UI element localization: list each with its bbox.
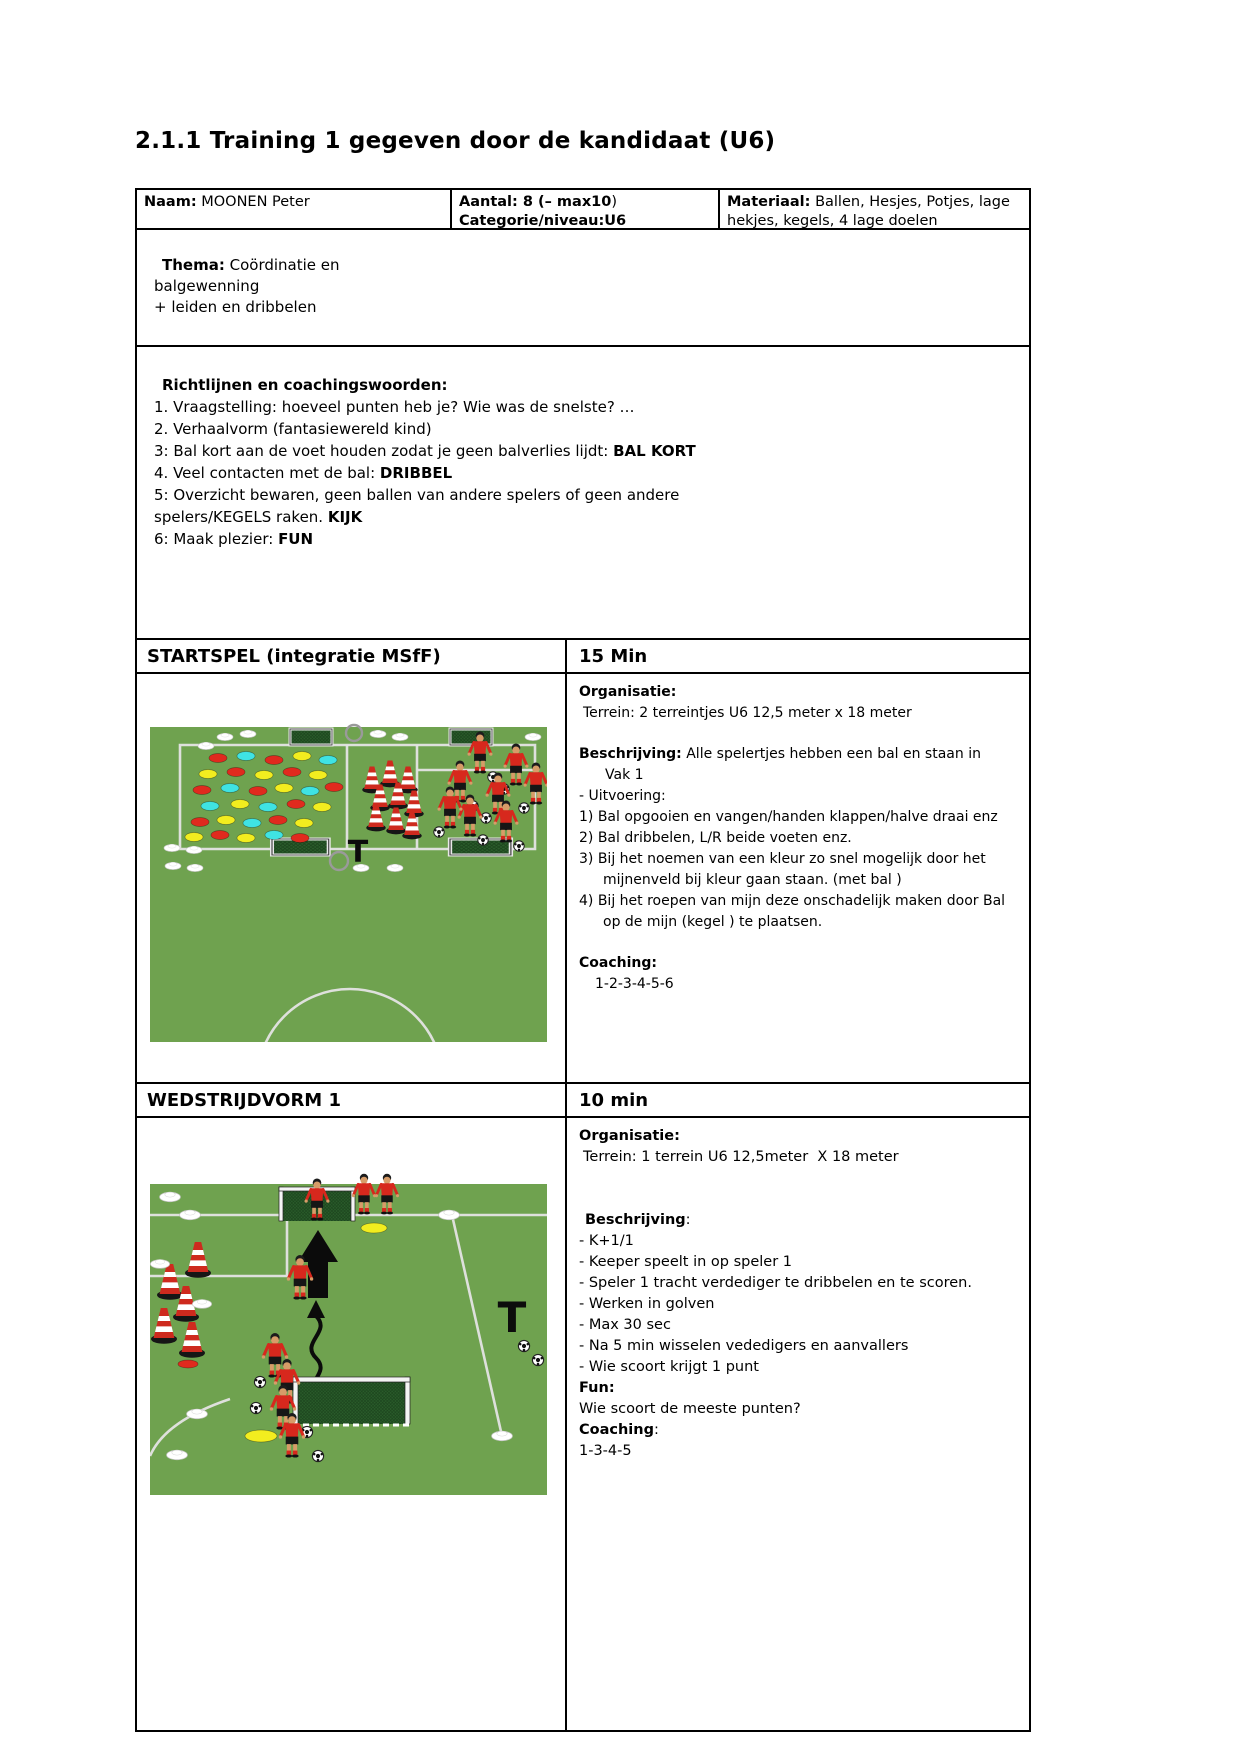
flat-marker-icon	[167, 1450, 188, 1459]
label-beschrijving: Beschrijving	[585, 1212, 686, 1228]
trainer-marker: T	[347, 835, 369, 870]
wedstrijdvorm-row	[137, 1118, 1029, 1730]
pitch-grass	[150, 1184, 547, 1495]
ball-icon	[519, 803, 529, 813]
flat-marker-icon	[150, 1260, 169, 1269]
thema-line3: + leiden en dribbelen	[154, 298, 317, 316]
label-thema: Thema:	[162, 256, 225, 274]
goal-icon	[290, 729, 332, 745]
richtlijn-5: 5: Overzicht bewaren, geen ballen van andere spelers of geen andere spelers/KEGELS raken. KIJK	[154, 486, 680, 526]
thema-text: Coördinatie en	[229, 256, 340, 274]
ball-icon	[312, 1450, 323, 1461]
coaching-value: 1-3-4-5	[579, 1443, 632, 1459]
document-title: 2.1.1 Training 1 gegeven door de kandidaat (U6)	[135, 128, 776, 154]
flat-marker-icon	[198, 742, 214, 749]
label-fun: Fun:	[579, 1380, 615, 1396]
richtlijnen-row	[137, 347, 1029, 640]
wedstrijdvorm-title: WEDSTRIJDVORM 1	[137, 1084, 567, 1116]
cell-aantal	[452, 190, 720, 228]
wv-item-7: - Wie scoort krijgt 1 punt	[579, 1359, 759, 1375]
flat-marker-icon	[192, 1300, 211, 1309]
flat-marker-icon	[186, 846, 202, 853]
step-3: 3) Bij het noemen van een kleur zo snel mogelijk door het mijnenveld bij kleur gaan staan. (met bal )	[579, 851, 986, 888]
label-aantal: Aantal: 8 (– max10	[459, 194, 612, 210]
wedstrijdvorm-text-cell: Organisatie: Terrein: 1 terrein U6 12,5meter X 18 meter Beschrijving: - K+1/1 - Keeper speelt in op speler 1 - Speler 1 tracht verdediger te dribbelen en te scoren. - Werken in golven - Max 30 sec - Na 5 min wisselen vededigers en aanvallers - Wie scoort krijgt 1 punt Fun: Wie scoort de meeste punten? Coaching: 1-3-4-5	[567, 1118, 1029, 1730]
wv-item-6: - Na 5 min wisselen vededigers en aanvallers	[579, 1338, 909, 1354]
wv-item-5: - Max 30 sec	[579, 1317, 671, 1333]
flat-marker-icon	[525, 733, 541, 740]
startspel-diagram-cell	[137, 674, 567, 1082]
cell-materiaal	[720, 190, 1029, 228]
cell-thema	[137, 230, 1029, 345]
info-row	[137, 190, 1029, 230]
label-coaching: Coaching:	[579, 955, 657, 971]
startspel-row	[137, 674, 1029, 1084]
training-table	[135, 188, 1031, 1732]
wv-item-1: - K+1/1	[579, 1233, 634, 1249]
ball-icon	[478, 835, 488, 845]
startspel-text-cell	[567, 674, 1029, 1082]
ball-icon	[532, 1354, 543, 1365]
label-categorie: Categorie/niveau:U6	[459, 212, 627, 229]
flat-marker-icon	[160, 1192, 181, 1201]
trainer-marker: T	[497, 1293, 527, 1342]
ball-icon	[250, 1402, 261, 1413]
thema-row	[137, 230, 1029, 347]
ball-icon	[481, 813, 491, 823]
text-terrein: Terrein: 1 terrein U6 12,5meter X 18 meter	[583, 1149, 899, 1165]
startspel-duration: 15 Min	[579, 645, 648, 667]
cell-naam	[137, 190, 452, 228]
ball-icon	[254, 1376, 265, 1387]
wedstrijdvorm-diagram-cell	[137, 1118, 567, 1730]
richtlijnen-heading: Richtlijnen en coachingswoorden:	[162, 376, 448, 394]
fun-text: Wie scoort de meeste punten?	[579, 1401, 801, 1417]
flat-marker-icon	[240, 730, 256, 737]
label-naam: Naam:	[144, 194, 197, 210]
label-materiaal: Materiaal:	[727, 194, 811, 210]
value-materiaal: Ballen, Hesjes, Potjes, lage hekjes, kegels, 4 lage doelen	[727, 194, 1010, 229]
wedstrijdvorm-header-row	[137, 1084, 1029, 1118]
disc-cone	[178, 1360, 198, 1368]
richtlijn-1: 1. Vraagstelling: hoeveel punten heb je? Wie was de snelste? …	[154, 398, 635, 416]
flat-marker-icon	[180, 1210, 201, 1219]
richtlijn-6: 6: Maak plezier: FUN	[154, 530, 314, 548]
bottom-goal	[293, 1377, 410, 1425]
aantal-paren: )	[611, 194, 618, 210]
richtlijn-3: 3: Bal kort aan de voet houden zodat je geen balverlies lijdt: BAL KORT	[154, 442, 696, 460]
flat-marker-icon	[439, 1210, 460, 1219]
startspel-header-row	[137, 640, 1029, 674]
uitvoering-label: - Uitvoering:	[579, 788, 666, 804]
richtlijn-4: 4. Veel contacten met de bal: DRIBBEL	[154, 464, 453, 482]
step-1: 1) Bal opgooien en vangen/handen klappen/halve draai enz	[579, 809, 998, 825]
thema-line2: balgewenning	[154, 277, 260, 295]
ball-icon	[514, 841, 524, 851]
text-terrein: Terrein: 2 terreintjes U6 12,5 meter x 18 meter	[583, 705, 912, 721]
richtlijn-2: 2. Verhaalvorm (fantasiewereld kind)	[154, 420, 432, 438]
field-diagram-wedstrijdvorm	[150, 1164, 547, 1495]
disc-cone	[245, 1430, 277, 1442]
richtlijnen-list	[154, 396, 774, 550]
flat-marker-icon	[387, 864, 403, 871]
flat-marker-icon	[187, 1409, 208, 1418]
wv-item-3: - Speler 1 tracht verdediger te dribbelen en te scoren.	[579, 1275, 972, 1291]
step-4: 4) Bij het roepen van mijn deze onschadelijk maken door Bal op de mijn (kegel ) te plaatsen.	[579, 893, 1006, 930]
ball-icon	[518, 1340, 529, 1351]
label-organisatie: Organisatie:	[579, 1128, 680, 1144]
step-2: 2) Bal dribbelen, L/R beide voeten enz.	[579, 830, 852, 846]
cell-richtlijnen	[137, 347, 1029, 638]
flat-marker-icon	[165, 862, 181, 869]
wedstrijdvorm-duration: 10 min	[579, 1089, 649, 1111]
beschrijving-text: Alle spelertjes hebben een bal en staan in	[686, 746, 981, 762]
value-naam: MOONEN Peter	[201, 194, 310, 210]
label-coaching: Coaching	[579, 1422, 654, 1438]
flat-marker-icon	[164, 844, 180, 851]
label-beschrijving: Beschrijving:	[579, 746, 682, 762]
flat-marker-icon	[492, 1431, 513, 1440]
ball-icon	[434, 827, 444, 837]
flat-marker-icon	[370, 730, 386, 737]
wv-item-2: - Keeper speelt in op speler 1	[579, 1254, 793, 1270]
flat-marker-icon	[217, 733, 233, 740]
startspel-title: STARTSPEL (integratie MSfF)	[137, 640, 567, 672]
flat-marker-icon	[392, 733, 408, 740]
coaching-value: 1-2-3-4-5-6	[595, 976, 674, 992]
label-organisatie: Organisatie:	[579, 684, 677, 700]
wv-item-4: - Werken in golven	[579, 1296, 715, 1312]
beschrijving-line2: Vak 1	[605, 767, 644, 783]
flat-marker-icon	[187, 864, 203, 871]
disc-cone	[361, 1223, 387, 1233]
field-diagram-startspel	[150, 721, 547, 1042]
